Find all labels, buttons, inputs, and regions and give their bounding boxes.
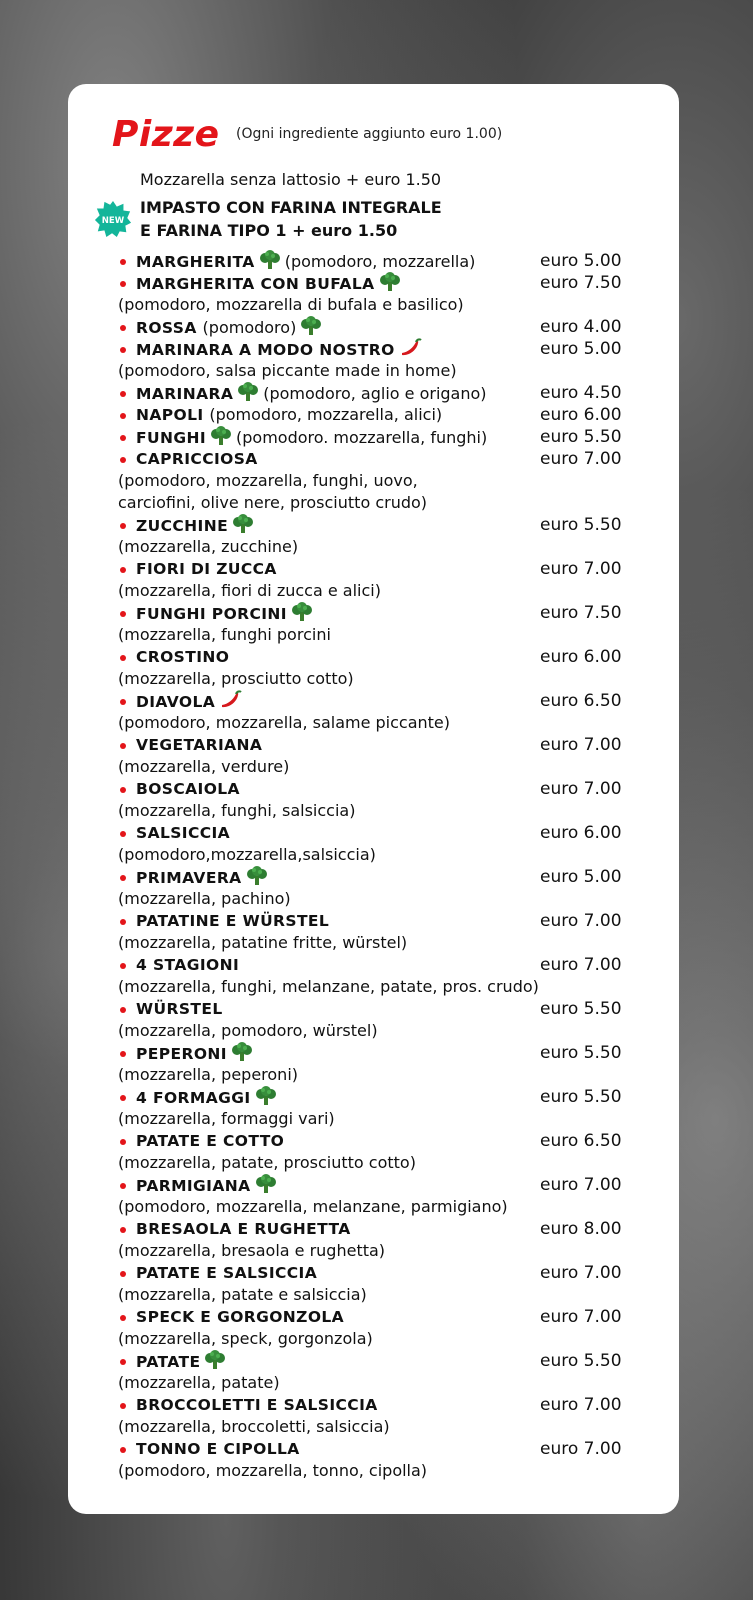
bullet-icon (120, 281, 126, 287)
pizza-price: euro 8.00 (540, 1219, 622, 1239)
badge-label: NEW (101, 215, 125, 226)
pizza-name: PRIMAVERA (136, 869, 242, 887)
pizza-price: euro 7.00 (540, 1439, 622, 1459)
item-row (118, 1262, 646, 1284)
bullet-icon (120, 1051, 126, 1057)
pizza-price: euro 6.00 (540, 647, 622, 667)
pizza-price: euro 5.50 (540, 1087, 622, 1107)
pizza-name: PATATE E SALSICCIA (136, 1264, 318, 1282)
item-row (118, 382, 646, 404)
extra-ingredient-note: (Ogni ingrediente aggiunto euro 1.00) (236, 126, 503, 142)
pizza-description: (pomodoro, salsa piccante made in home) (118, 361, 457, 380)
bullet-icon (120, 875, 126, 881)
pizza-name-line (136, 558, 277, 580)
pizza-name: MARGHERITA CON BUFALA (136, 275, 375, 293)
item-row (118, 1438, 646, 1460)
bullet-icon (120, 391, 126, 397)
list-item (118, 250, 646, 272)
list-item (118, 558, 646, 602)
item-row (118, 404, 646, 426)
bullet-icon (120, 1007, 126, 1013)
pizza-name: VEGETARIANA (136, 736, 263, 754)
pizza-name: MARINARA (136, 385, 234, 403)
bullet-icon (120, 1227, 126, 1233)
item-row (118, 734, 646, 756)
pizza-name: 4 FORMAGGI (136, 1089, 251, 1107)
pizza-price: euro 5.50 (540, 1351, 622, 1371)
list-item (118, 646, 646, 690)
pizza-description: (pomodoro, mozzarella, funghi, uovo, (118, 471, 418, 490)
bullet-icon (120, 919, 126, 925)
pizza-description: (mozzarella, formaggi vari) (118, 1109, 335, 1128)
pizza-name-line (136, 778, 240, 800)
item-row (118, 272, 646, 294)
pizza-description: (mozzarella, zucchine) (118, 537, 299, 556)
page-title: Pizze (112, 114, 220, 155)
pizza-price: euro 5.50 (540, 1043, 622, 1063)
bullet-icon (120, 1183, 126, 1189)
pizza-price: euro 5.50 (540, 515, 622, 535)
list-item (118, 954, 646, 998)
pizza-name: CROSTINO (136, 648, 230, 666)
list-item (118, 1086, 646, 1130)
pizza-name-line (136, 1438, 300, 1460)
item-row (118, 602, 646, 624)
pizza-name-line (136, 998, 223, 1020)
pizza-description: (mozzarella, patatine fritte, würstel) (118, 933, 408, 952)
bullet-icon (120, 523, 126, 529)
pizza-name: BRESAOLA E RUGHETTA (136, 1220, 351, 1238)
pizza-name: WÜRSTEL (136, 1000, 223, 1018)
wholegrain-line-1: IMPASTO CON FARINA INTEGRALE (140, 198, 442, 217)
pizza-name: MARINARA A MODO NOSTRO (136, 341, 395, 359)
pizza-name-line (136, 1306, 344, 1328)
wholegrain-line-2: E FARINA TIPO 1 + euro 1.50 (140, 221, 398, 240)
bullet-icon (120, 1139, 126, 1145)
pizza-price: euro 5.00 (540, 867, 622, 887)
lactose-free-note: Mozzarella senza lattosio + euro 1.50 (140, 170, 442, 189)
menu-card (68, 84, 679, 1514)
pizza-price: euro 4.00 (540, 317, 622, 337)
item-row (118, 954, 646, 976)
bullet-icon (120, 963, 126, 969)
item-row (118, 1086, 646, 1108)
pizza-name: FUNGHI (136, 429, 207, 447)
item-row (118, 998, 646, 1020)
list-item (118, 338, 646, 382)
list-item (118, 998, 646, 1042)
bullet-icon (120, 611, 126, 617)
pizza-name-line (136, 1218, 351, 1240)
pizza-name: SPECK E GORGONZOLA (136, 1308, 345, 1326)
bullet-icon (120, 1359, 126, 1365)
pizza-price: euro 7.00 (540, 1175, 622, 1195)
pizza-price: euro 7.00 (540, 779, 622, 799)
list-item (118, 1306, 646, 1350)
pizza-price: euro 5.00 (540, 251, 622, 271)
pizza-name: BROCCOLETTI E SALSICCIA (136, 1396, 378, 1414)
pizza-name: FIORI DI ZUCCA (136, 560, 277, 578)
pizza-description: carciofini, olive nere, prosciutto crudo) (118, 493, 428, 512)
pizza-price: euro 5.50 (540, 999, 622, 1019)
item-row (118, 1350, 646, 1372)
list-item (118, 426, 646, 448)
pizza-ingredients: (pomodoro) (202, 318, 297, 337)
item-row (118, 514, 646, 536)
list-item (118, 690, 646, 734)
pizza-ingredients: (pomodoro. mozzarella, funghi) (236, 428, 488, 447)
pizza-name: PARMIGIANA (136, 1177, 251, 1195)
bullet-icon (120, 1447, 126, 1453)
item-row (118, 1394, 646, 1416)
pizza-price: euro 7.00 (540, 735, 622, 755)
bullet-icon (120, 347, 126, 353)
list-item (118, 1438, 646, 1482)
pizza-price: euro 7.00 (540, 559, 622, 579)
item-row (118, 426, 646, 448)
bullet-icon (120, 1095, 126, 1101)
pizza-list (118, 250, 646, 1482)
list-item (118, 448, 646, 514)
bullet-icon (120, 259, 126, 265)
pizza-name: ZUCCHINE (136, 517, 229, 535)
item-row (118, 1306, 646, 1328)
pizza-name: ROSSA (136, 319, 197, 337)
pizza-price: euro 7.00 (540, 1307, 622, 1327)
item-row (118, 316, 646, 338)
pizza-name: 4 STAGIONI (136, 956, 240, 974)
pizza-description: (mozzarella, patate) (118, 1373, 280, 1392)
pizza-price: euro 6.00 (540, 405, 622, 425)
pizza-name: BOSCAIOLA (136, 780, 240, 798)
item-row (118, 338, 646, 360)
pizza-name: PATATINE E WÜRSTEL (136, 912, 330, 930)
pizza-description: (pomodoro, mozzarella, tonno, cipolla) (118, 1461, 428, 1480)
pizza-description: (mozzarella, bresaola e rughetta) (118, 1241, 386, 1260)
list-item (118, 910, 646, 954)
item-row (118, 778, 646, 800)
pizza-name-line (136, 954, 239, 976)
item-row (118, 822, 646, 844)
pizza-price: euro 6.50 (540, 1131, 622, 1151)
list-item (118, 602, 646, 646)
list-item (118, 1262, 646, 1306)
new-badge-icon (94, 200, 132, 238)
wholegrain-dough-note (140, 196, 442, 242)
pizza-name: SALSICCIA (136, 824, 231, 842)
pizza-name: MARGHERITA (136, 253, 255, 271)
list-item (118, 316, 646, 338)
bullet-icon (120, 567, 126, 573)
pizza-ingredients: (pomodoro, aglio e origano) (263, 384, 487, 403)
pizza-price: euro 7.00 (540, 955, 622, 975)
bullet-icon (120, 435, 126, 441)
pizza-description: (mozzarella, patate, prosciutto cotto) (118, 1153, 416, 1172)
pizza-price: euro 7.00 (540, 449, 622, 469)
list-item (118, 514, 646, 558)
item-row (118, 690, 646, 712)
pizza-description: (mozzarella, funghi, salsiccia) (118, 801, 356, 820)
bullet-icon (120, 1271, 126, 1277)
pizza-name-line (136, 822, 230, 844)
pizza-name: PEPERONI (136, 1045, 227, 1063)
pizza-price: euro 7.00 (540, 1263, 622, 1283)
pizza-description: (mozzarella, peperoni) (118, 1065, 298, 1084)
pizza-description: (pomodoro, mozzarella, melanzane, parmigiano) (118, 1197, 508, 1216)
list-item (118, 1174, 646, 1218)
pizza-price: euro 6.00 (540, 823, 622, 843)
list-item (118, 866, 646, 910)
pizza-price: euro 7.00 (540, 911, 622, 931)
pizza-description: (mozzarella, fiori di zucca e alici) (118, 581, 381, 600)
pizza-price: euro 7.50 (540, 273, 622, 293)
list-item (118, 382, 646, 404)
bullet-icon (120, 457, 126, 463)
list-item (118, 404, 646, 426)
item-row (118, 1042, 646, 1064)
list-item (118, 734, 646, 778)
pizza-name-line (136, 404, 442, 426)
list-item (118, 1218, 646, 1262)
list-item (118, 272, 646, 316)
pizza-name-line (136, 910, 329, 932)
list-item (118, 778, 646, 822)
list-item (118, 1394, 646, 1438)
pizza-name-line (136, 1130, 284, 1152)
pizza-description: (pomodoro, mozzarella di bufala e basilico) (118, 295, 464, 314)
item-row (118, 448, 646, 470)
pizza-description: (mozzarella, verdure) (118, 757, 290, 776)
bullet-icon (120, 1403, 126, 1409)
item-row (118, 910, 646, 932)
pizza-price: euro 4.50 (540, 383, 622, 403)
pizza-description: (mozzarella, patate e salsiccia) (118, 1285, 367, 1304)
pizza-ingredients: (pomodoro, mozzarella, alici) (209, 405, 443, 424)
item-row (118, 866, 646, 888)
pizza-description: (mozzarella, funghi, melanzane, patate, pros. crudo) (118, 977, 539, 996)
pizza-description: (mozzarella, funghi porcini (118, 625, 331, 644)
pizza-name: TONNO E CIPOLLA (136, 1440, 300, 1458)
bullet-icon (120, 413, 126, 419)
pizza-description: (mozzarella, speck, gorgonzola) (118, 1329, 373, 1348)
list-item (118, 1130, 646, 1174)
pizza-description: (mozzarella, prosciutto cotto) (118, 669, 354, 688)
item-row (118, 646, 646, 668)
pizza-price: euro 5.50 (540, 427, 622, 447)
list-item (118, 1042, 646, 1086)
pizza-price: euro 5.00 (540, 339, 622, 359)
pizza-name-line (136, 448, 258, 470)
item-row (118, 1174, 646, 1196)
pizza-description: (mozzarella, pomodoro, würstel) (118, 1021, 378, 1040)
pizza-name-line (136, 1262, 317, 1284)
pizza-name: FUNGHI PORCINI (136, 605, 287, 623)
item-row (118, 1130, 646, 1152)
pizza-price: euro 7.00 (540, 1395, 622, 1415)
list-item (118, 1350, 646, 1394)
pizza-ingredients: (pomodoro, mozzarella) (284, 252, 476, 271)
pizza-name-line (136, 734, 262, 756)
bullet-icon (120, 743, 126, 749)
item-row (118, 558, 646, 580)
list-item (118, 822, 646, 866)
pizza-description: (mozzarella, broccoletti, salsiccia) (118, 1417, 390, 1436)
pizza-name: DIAVOLA (136, 693, 216, 711)
pizza-name: NAPOLI (136, 406, 204, 424)
bullet-icon (120, 325, 126, 331)
pizza-description: (pomodoro, mozzarella, salame piccante) (118, 713, 451, 732)
pizza-name: PATATE E COTTO (136, 1132, 285, 1150)
pizza-price: euro 7.50 (540, 603, 622, 623)
pizza-price: euro 6.50 (540, 691, 622, 711)
bullet-icon (120, 699, 126, 705)
pizza-name: PATATE (136, 1353, 201, 1371)
pizza-name-line (136, 1394, 378, 1416)
item-row (118, 250, 646, 272)
pizza-name: CAPRICCIOSA (136, 450, 258, 468)
pizza-description: (mozzarella, pachino) (118, 889, 291, 908)
bullet-icon (120, 1315, 126, 1321)
bullet-icon (120, 831, 126, 837)
pizza-description: (pomodoro,mozzarella,salsiccia) (118, 845, 376, 864)
pizza-name-line (136, 646, 229, 668)
bullet-icon (120, 655, 126, 661)
bullet-icon (120, 787, 126, 793)
item-row (118, 1218, 646, 1240)
